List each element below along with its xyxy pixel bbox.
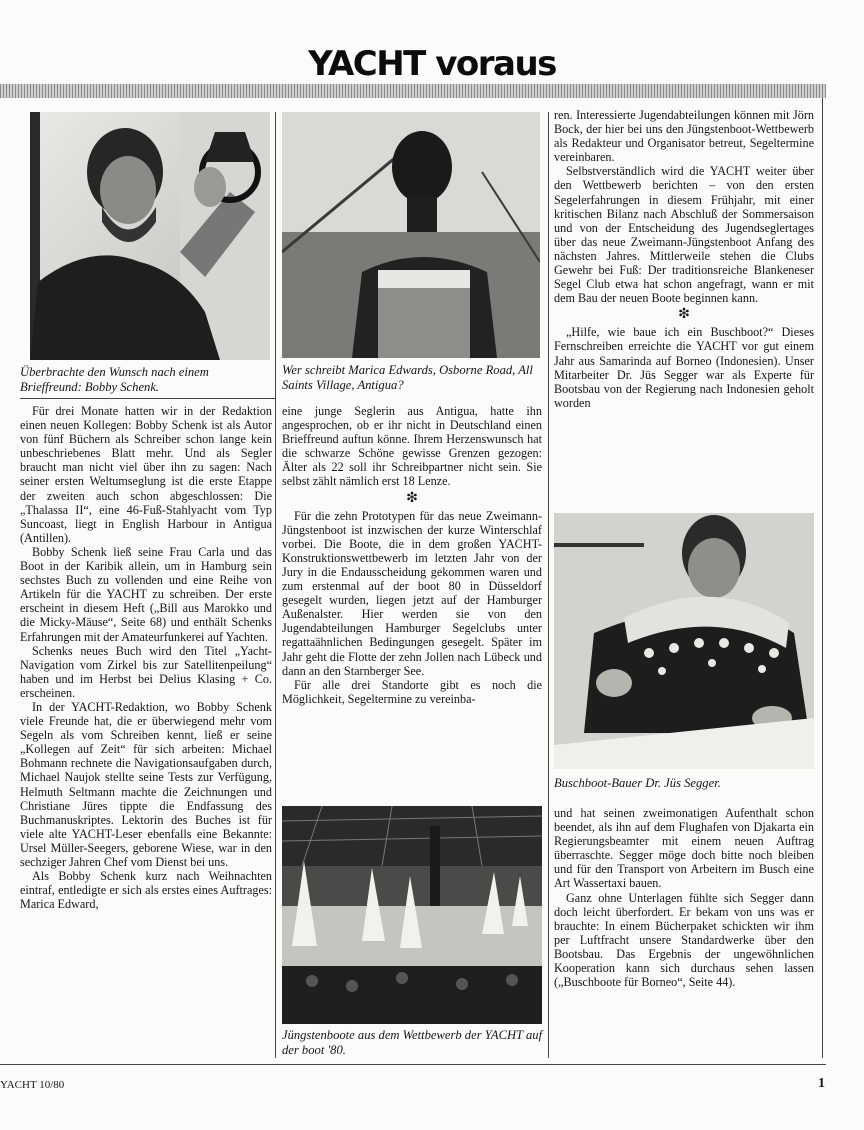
article-column-3-top <box>554 108 814 410</box>
article-column-2 <box>282 404 542 706</box>
article-column-3-bottom <box>554 806 814 989</box>
paragraph: Für drei Monate hatten wir in der Redaktion einen neuen Kollegen: Bobby Schenk ist als Autor von fünf Büchern als Schreiber schon lange kein unbeschriebenes Blatt mehr. Und als Segler braucht man nicht viel über ihn zu sagen: Nach seiner ersten Weltumseglung ist die erste Etappe der zweiten auch schon abgeschlossen: Die „Thalassa II“, eine 46-Fuß-Stahlyacht vom Typ Suncoast, liegt in English Harbour in Antigua (Antillen). <box>20 404 272 545</box>
paragraph: Als Bobby Schenk kurz nach Weihnachten eintraf, entledigte er sich als erstes eines Auftrages: Marica Edward, <box>20 869 272 912</box>
section-divider-icon: ❇ <box>678 307 690 323</box>
caption-rule <box>20 398 276 399</box>
photo-jues-segger <box>554 513 814 769</box>
footer-rule <box>0 1064 826 1065</box>
paragraph: Bobby Schenk ließ seine Frau Carla und das Boot in der Karibik allein, um in Hamburg sein sechstes Buch zu vollenden und eine Reihe von Artikeln für die YACHT zu schreiben. Der erste erscheint in diesem Heft („Bill aus Marokko und die Micky-Mäuse“, Seite 68) und enthält Schenks Erfahrungen mit der Amateurfunkerei auf Yachten. <box>20 544 272 644</box>
column-rule-left <box>275 112 276 1058</box>
caption-boote: Jüngstenboote aus dem Wettbewerb der YACHT auf der boot '80. <box>282 1028 543 1057</box>
caption-schenk: Überbrachte den Wunsch nach einem Brieffreund: Bobby Schenk. <box>20 365 209 394</box>
caption-segger: Buschboot-Bauer Dr. Jüs Segger. <box>554 776 721 790</box>
photo-marica-edwards <box>282 112 540 358</box>
photo-juengstenboote <box>282 806 542 1024</box>
section-divider-icon: ❇ <box>406 490 418 506</box>
paragraph: Für alle drei Standorte gibt es noch die Möglichkeit, Segeltermine zu vereinba- <box>282 677 542 706</box>
photo-bobby-schenk <box>30 112 270 360</box>
paragraph: Ganz ohne Unterlagen fühlte sich Segger dann doch leicht überfordert. Er bekam von uns was er brauchte: In einem Bücherpaket schickten wir ihm per Luftfracht unsere Standardwerke über den Bootsbau. Das Ergebnis der ungewöhnlichen Kooperation kann sich durchaus sehen lassen („Buschboote für Borneo“, Seite 44). <box>554 890 814 990</box>
page-rule-right <box>822 98 823 1058</box>
paragraph: Selbstverständlich wird die YACHT weiter über den Wettbewerb berichten – von den ersten Segelerfahrungen in diesem Frühjahr, mit einer kritischen Bilanz nach Abschluß der Sommersaison und von der Entscheidung des Jugendseglertages über das neue Zweimann-Jüngstenboot Anfang des nächsten Jahres. Mittlerweile stehen die Clubs Gewehr bei Fuß: Der traditionsreiche Blankeneser Segel Club etwa hat schon angefragt, wann er mit dem Bau der neuen Boote beginnen kann. <box>554 164 814 306</box>
paragraph: ren. Interessierte Jugendabteilungen können mit Jörn Bock, der hier bei uns den Jüngstenboot-Wettbewerb als Redakteur und Organisator betreut, Segeltermine vereinbaren. <box>554 108 814 165</box>
issue-label: YACHT 10/80 <box>0 1079 65 1091</box>
header-band <box>0 84 826 98</box>
paragraph: und hat seinen zweimonatigen Aufenthalt schon beendet, als ihn auf dem Flughafen von Djakarta ein Regierungsbeamter mit einem neuen Auftrag überraschte. Segger möge doch bitte noch bleiben und für den Transport von Arbeitern im Busch eine Art Wassertaxi bauen. <box>554 806 814 891</box>
caption-marica: Wer schreibt Marica Edwards, Osborne Road, All Saints Village, Antigua? <box>282 363 533 392</box>
column-rule-right <box>548 112 549 1058</box>
masthead-title: YACHT voraus <box>308 44 556 84</box>
paragraph: Schenks neues Buch wird den Titel „Yacht-Navigation vom Zirkel bis zur Satellitenpeilung“ haben und im Herbst bei Delius Klasing + Co. erscheinen. <box>20 643 272 700</box>
page-number: 1 <box>818 1076 825 1091</box>
paragraph: In der YACHT-Redaktion, wo Bobby Schenk viele Freunde hat, die er überwiegend mehr vom Segeln als vom Schreiben kennt, ließ er seine „Kollegen auf Zeit“ für sich arbeiten: Michael Bohmann rechnete die Navigationsaufgaben durch, Michael Naujok stellte seine Tests zur Verfügung, Helmuth Seltmann machte die Zeichnungen und Christiane Jüres tippte die Endfassung des Buchmanuskriptes. Lektorin des Buches ist für viele alte YACHT-Leser ebenfalls eine Bekannte: Ursel Müller-Seegers, geborene Wiese, war in den sechziger Jahren Chef vom Dienst bei uns. <box>20 699 272 869</box>
paragraph: „Hilfe, wie baue ich ein Buschboot?“ Dieses Fernschreiben erreichte die YACHT vor gut einem Jahr aus Samarinda auf Borneo (Indonesien). Unser Mitarbeiter Dr. Jüs Segger war als Experte für Bootsbau von der Regierung nach Indonesien geholt worden <box>554 325 814 410</box>
paragraph: eine junge Seglerin aus Antigua, hatte ihn angesprochen, ob er ihr nicht in Deutschland einen Brieffreund auftun könne. Ihrem Herzenswunsch hat die schwarze Schöne gewisse Grenzen gezogen: Älter als 22 soll ihr Schreibpartner nicht sein. Sie selbst zählt nämlich erst 18 Lenze. <box>282 404 542 489</box>
article-column-1 <box>20 404 272 911</box>
paragraph: Für die zehn Prototypen für das neue Zweimann-Jüngstenboot ist inzwischen der kurze Winterschlaf vorbei. Die Boote, die in dem großen YACHT-Konstruktionswettbewerb im letzten Jahr von der Jury in die Endausscheidung gekommen waren und zum erstenmal auf der boot 80 in Düsseldorf gesegelt wurden, liegen jetzt auf der Hamburger Außenalster. Hier werden sie von den Jugendabteilungen Hamburger Segelclubs unter regattaähnlichen Bedingungen gesegelt. Später im Jahr geht die Flotte der zehn Jollen nach Lübeck und dann an den Starnberger See. <box>282 508 542 678</box>
